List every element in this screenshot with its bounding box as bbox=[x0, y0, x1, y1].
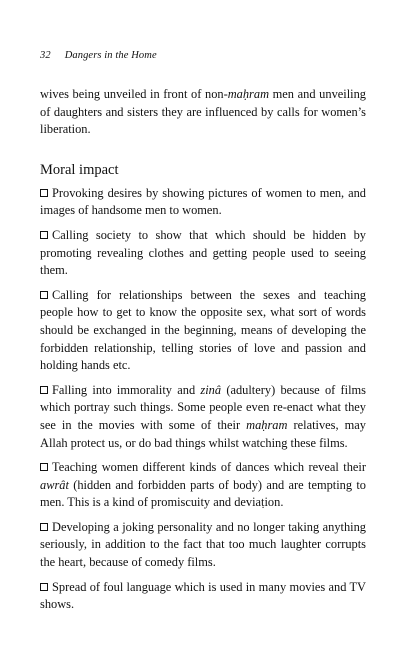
list-item-text: Developing a joking personality and no longer taking anything seriously, in addition to the fact that too much laughter corrupts the heart, because of comedy films. bbox=[40, 519, 366, 570]
intro-text-2: men and unveiling of daughters and sisters they are influenced by calls for women’s liberation. bbox=[40, 87, 366, 137]
list-item bbox=[40, 382, 366, 452]
list-item bbox=[40, 227, 366, 280]
list-item-text: Teaching women different kinds of dances which reveal their bbox=[52, 460, 366, 475]
list-item-text: Falling into immorality and bbox=[52, 382, 201, 397]
running-title: Dangers in the Home bbox=[64, 50, 157, 61]
checkbox-bullet-icon bbox=[40, 189, 48, 197]
list-item bbox=[40, 459, 366, 512]
section-title: Moral impact bbox=[40, 161, 119, 178]
list-item bbox=[40, 579, 366, 614]
list-item-text: Calling for relationships between the sexes and teaching people how to get to know the opposite sex, what sort of words should be exchanged in the beginning, means of developing the forbidden relationship, telling stories of love and passion and holding hands etc. bbox=[40, 287, 366, 373]
running-header bbox=[40, 50, 157, 61]
page-number: 32 bbox=[40, 50, 51, 61]
checkbox-bullet-icon bbox=[40, 463, 48, 471]
list-item-text: Spread of foul language which is used in many movies and TV shows. bbox=[40, 579, 366, 612]
checkbox-bullet-icon bbox=[40, 231, 48, 239]
body-text bbox=[40, 86, 366, 621]
list-item-text: (adultery) because of films which portray such things. Some people even re-enact what they see in the movies with some of their bbox=[40, 382, 367, 432]
checkbox-bullet-icon bbox=[40, 291, 48, 299]
checkbox-bullet-icon bbox=[40, 523, 48, 531]
list-item-text: (hidden and forbidden parts of body) and are tempting to men. This is a kind of promiscuity and deviaṭion. bbox=[40, 477, 366, 510]
list-item-term: maḥram bbox=[246, 417, 288, 432]
list-item-term: zinâ bbox=[200, 382, 222, 397]
checkbox-bullet-icon bbox=[40, 386, 48, 394]
list-item-text: Calling society to show that which should be hidden by promoting revealing clothes and getting people used to seeing them. bbox=[40, 227, 366, 278]
list-item bbox=[40, 519, 366, 572]
list-item-text: relatives, may Allah protect us, or do bad things whilst watching these films. bbox=[40, 417, 366, 450]
checkbox-bullet-icon bbox=[40, 583, 48, 591]
intro-term: maḥram bbox=[227, 87, 270, 101]
intro-paragraph bbox=[40, 86, 366, 139]
intro-text-1: wives being unveiled in front of non- bbox=[40, 87, 228, 101]
list-item-term: awrât bbox=[40, 477, 69, 492]
list-item-text: Provoking desires by showing pictures of women to men, and images of handsome men to women. bbox=[40, 185, 366, 218]
list-item bbox=[40, 185, 366, 220]
list-item bbox=[40, 287, 366, 375]
